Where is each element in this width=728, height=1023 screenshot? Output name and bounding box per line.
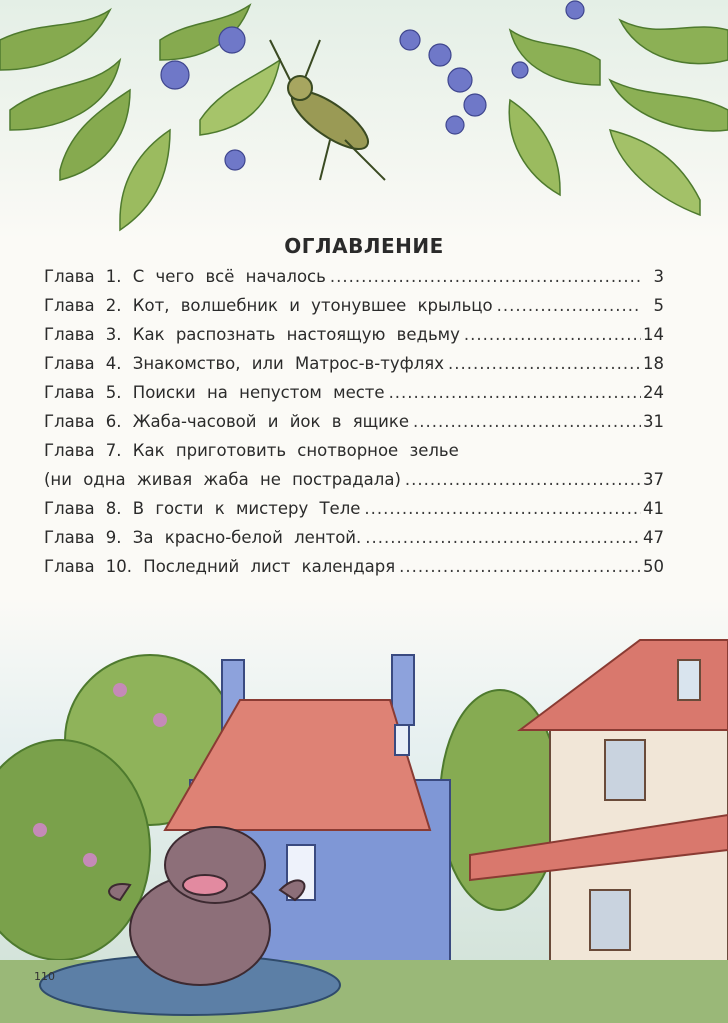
bottom-illustration (0, 600, 728, 1023)
page-number: 110 (34, 970, 55, 983)
toc-entry-page: 50 (643, 557, 664, 576)
toc-leader-dots (464, 320, 641, 349)
toc-entry-label: (ни одна живая жаба не пострадала) (44, 470, 401, 489)
toc-entry (44, 523, 664, 552)
table-of-contents (44, 262, 664, 581)
toc-entry (44, 552, 664, 581)
toc-entry (44, 465, 664, 494)
toc-leader-dots (364, 494, 641, 523)
toc-entry-page: 3 (653, 267, 664, 286)
toc-entry-label: Глава 2. Кот, волшебник и утонувшее крыльцо (44, 296, 493, 315)
toc-entry-page: 5 (653, 296, 664, 315)
toc-entry (44, 436, 664, 465)
toc-entry-page: 37 (643, 470, 664, 489)
toc-entry-label: Глава 1. С чего всё началось (44, 267, 326, 286)
toc-entry-label: Глава 7. Как приготовить снотворное зелье (44, 441, 459, 460)
ground (0, 955, 728, 1023)
toc-leader-dots (405, 465, 641, 494)
toc-entry-label: Глава 4. Знакомство, или Матрос-в-туфлях (44, 354, 444, 373)
toc-title: ОГЛАВЛЕНИЕ (284, 234, 444, 258)
toc-leader-dots (389, 378, 641, 407)
toc-entry (44, 494, 664, 523)
toc-entry-page: 47 (643, 528, 664, 547)
top-illustration (0, 0, 728, 240)
toc-entry-page: 41 (643, 499, 664, 518)
toc-entry-label: Глава 8. В гости к мистеру Теле (44, 499, 361, 518)
toc-entry-page: 18 (643, 354, 664, 373)
toc-leader-dots (399, 552, 641, 581)
toc-entry-label: Глава 3. Как распознать настоящую ведьму (44, 325, 460, 344)
toc-entry (44, 291, 664, 320)
toc-leader-dots (413, 407, 641, 436)
toc-entry-label: Глава 6. Жаба-часовой и йок в ящике (44, 412, 410, 431)
toc-entry (44, 320, 664, 349)
toc-entry-label: Глава 10. Последний лист календаря (44, 557, 396, 576)
toc-leader-dots (330, 262, 642, 291)
toc-entry (44, 262, 664, 291)
toc-entry (44, 378, 664, 407)
toc-entry-label: Глава 9. За красно-белой лентой. (44, 528, 362, 547)
toc-entry-page: 24 (643, 383, 664, 402)
toc-leader-dots (497, 291, 642, 320)
toc-entry-page: 14 (643, 325, 664, 344)
toc-leader-dots (365, 523, 641, 552)
toc-entry-page: 31 (643, 412, 664, 431)
toc-entry-label: Глава 5. Поиски на непустом месте (44, 383, 385, 402)
toc-entry (44, 407, 664, 436)
toc-leader-dots (448, 349, 641, 378)
toc-entry (44, 349, 664, 378)
